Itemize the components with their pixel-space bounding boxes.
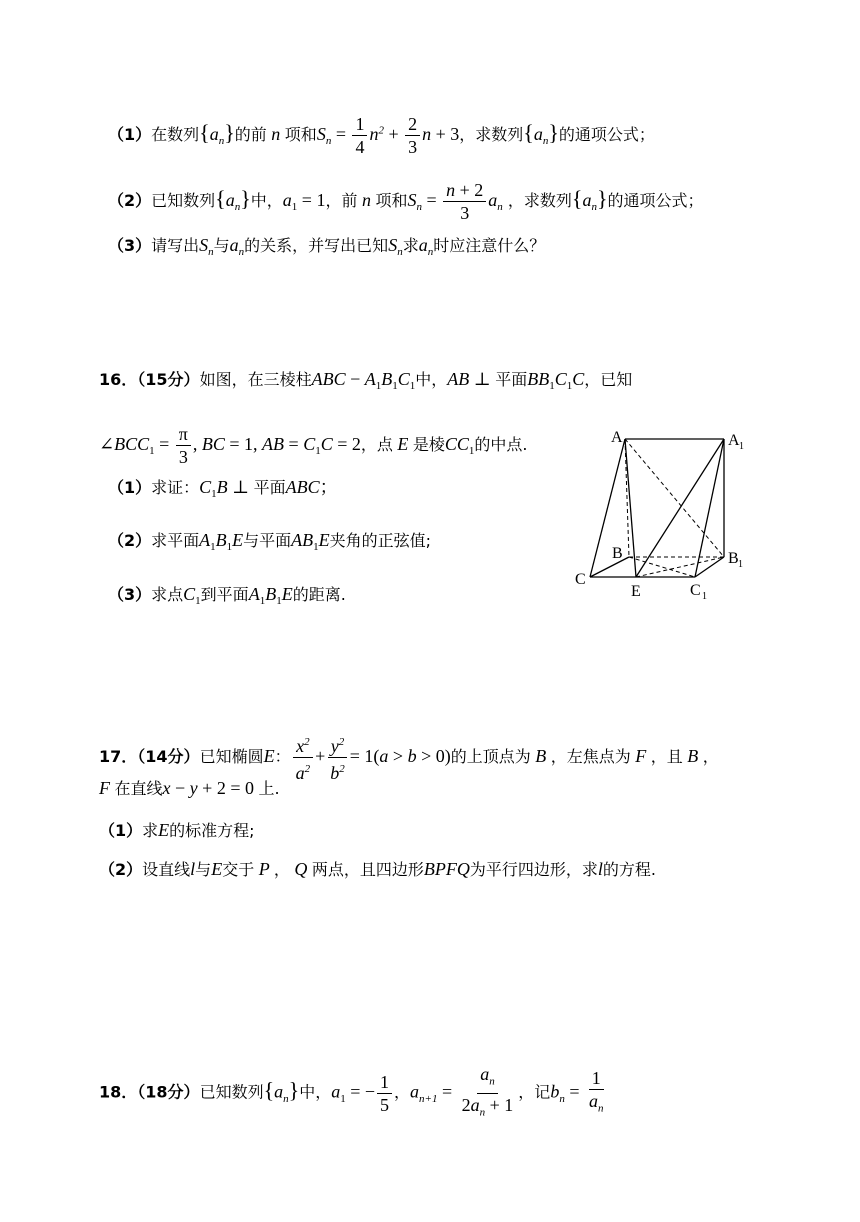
p16-q3: （3）求点$C_1$到平面$A_1B_1E$的距离. xyxy=(108,584,346,608)
edge-A1-E xyxy=(636,439,724,577)
label-A1: A xyxy=(728,432,740,449)
edge-C1-B1 xyxy=(695,557,724,577)
p17-stem2: F 在直线x − y + 2 = 0 上. xyxy=(99,778,280,798)
svg-text:1: 1 xyxy=(738,559,743,570)
edge-A-B1 xyxy=(625,439,724,557)
edge-A1-C1 xyxy=(695,439,724,577)
edge-C-B xyxy=(590,557,629,577)
label-E: E xyxy=(631,583,641,600)
p17-stem: 17．（14分）已知椭圆E： $\frac{x^2}{a^2}$ + $\frac{y^2}{b^2}$ = 1(a > b > 0)的上顶点为 B ，左焦点为 F ，且 B ， xyxy=(99,731,719,784)
p16-stem: 16．（15分）如图，在三棱柱ABC − $A_1B_1C_1$中，AB ⊥ 平面$BB_1C_1C$，已知 xyxy=(99,369,633,393)
edge-B-C1 xyxy=(629,557,695,577)
p17-q1: （1）求E的标准方程; xyxy=(99,820,255,840)
p15-q3: （3）请写出$S_n$与$a_n$的关系，并写出已知$S_n$求$a_n$时应注意什么？ xyxy=(108,235,546,259)
prism-figure xyxy=(572,420,762,610)
label-B: B xyxy=(612,545,623,562)
svg-text:1: 1 xyxy=(702,591,707,602)
p16-given: $\angle BCC_1$ = $\frac{\pi}{3}$ , BC = 1, AB = $C_1C = 2$，点 E 是棱$CC_1$的中点. xyxy=(99,424,528,467)
label-C: C xyxy=(575,571,586,588)
edge-A-E xyxy=(625,439,636,577)
svg-text:1: 1 xyxy=(739,441,744,452)
label-A: A xyxy=(611,429,623,446)
label-C1: C xyxy=(690,582,701,599)
p15-q2: （2）已知数列$\{a_n\}$中，$a_1 = 1$，前 n 项和$S_n$ = $\frac{n + 2}{3}$ $a_n$ ，求数列$\{a_n\}$的通项公式； xyxy=(108,180,704,223)
p16-q1: （1）求证：$C_1B$ ⊥ 平面ABC； xyxy=(108,477,338,501)
label-B1: B xyxy=(728,550,739,567)
edge-E-B1 xyxy=(636,557,724,577)
p17-q2: （2）设直线l与E交于 P ， Q 两点，且四边形BPFQ为平行四边形，求l的方程. xyxy=(99,859,657,879)
p18-stem: 18．（18分）已知数列$\{a_n\}$中，$a_1$ = − $\frac{1}{5}$ ，$a_{n+1}$ = $\frac{a_n}{2a_n + 1}$ ，记$b_n$ = $\frac{1}{a_n}$ xyxy=(99,1064,604,1119)
p15-q1: （1）在数列$\{a_n\}$的前 n 项和$S_n$ = $\frac{1}{4}$ $n^2$ + $\frac{2}{3}$ n + 3，求数列$\{a_n\}$的通项公式； xyxy=(108,114,655,157)
p16-q2: （2）求平面$A_1B_1E$与平面$AB_1E$夹角的正弦值; xyxy=(108,530,432,554)
